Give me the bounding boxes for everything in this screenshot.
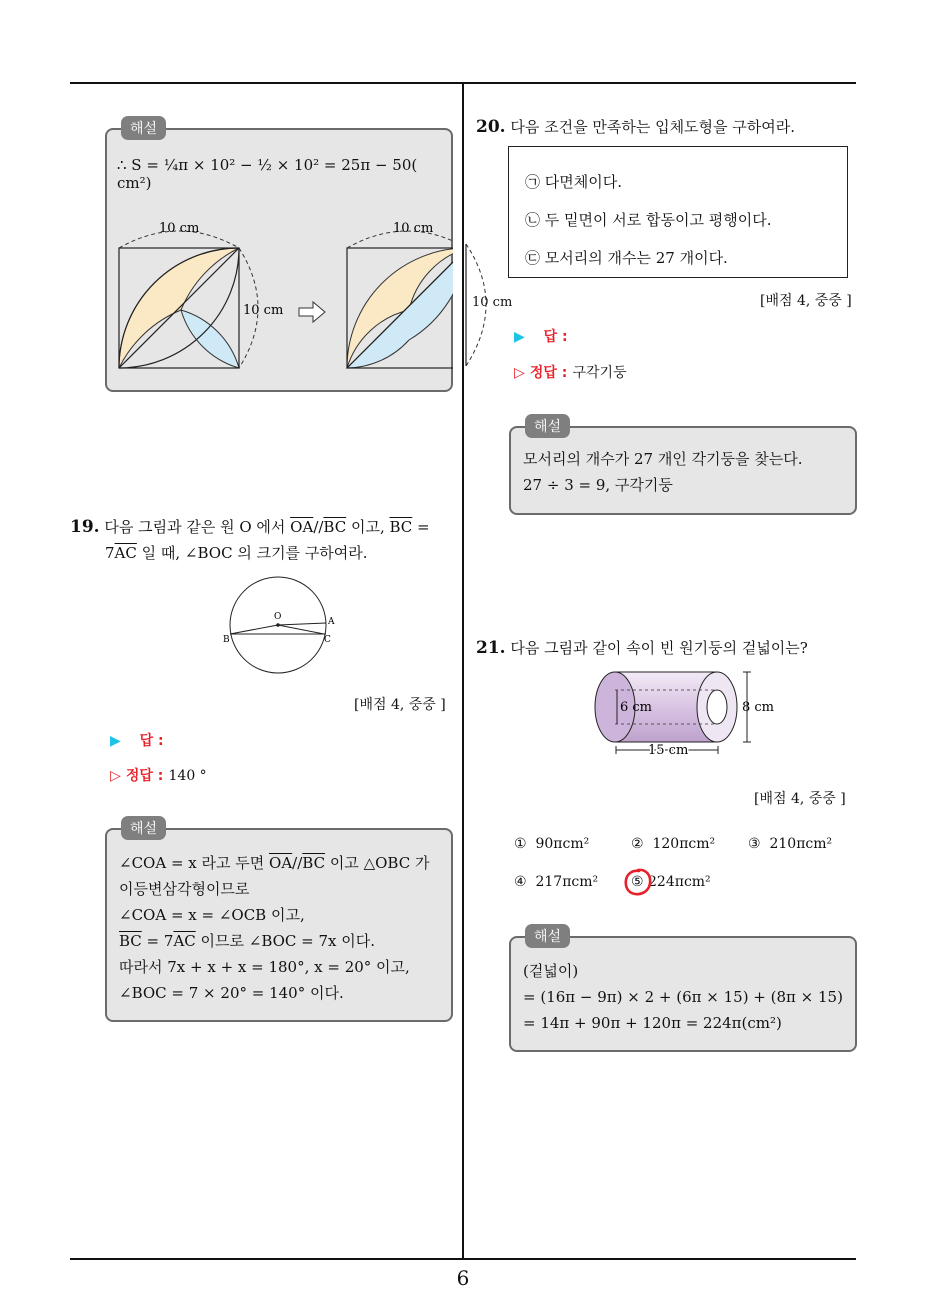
solution-text: (겉넓이) = (16π − 9π) × 2 + (6π × 15) + (8π × 15) = 14π + 90π + 120π = 224π(cm²) <box>523 962 843 1032</box>
label-inner: 6 cm <box>620 700 653 715</box>
outline-triangle-icon: ▷ <box>514 365 525 381</box>
circle-figure <box>220 572 350 682</box>
hollow-cylinder-figure <box>590 668 790 758</box>
answer-label: 답 : <box>139 733 164 749</box>
label-b: B <box>223 635 230 645</box>
solution-tag: 해설 <box>121 816 166 840</box>
dim-right-top: 10 cm <box>393 221 434 236</box>
q19-arc-bc: $\overline{BC}$ <box>389 518 413 536</box>
correct-label: 정답 : <box>529 365 568 381</box>
choice-1[interactable]: ① 90πcm² <box>514 836 590 852</box>
answer-value: 구각기둥 <box>572 365 627 381</box>
q19-text-b: 이고, <box>346 518 390 536</box>
label-a: A <box>328 617 335 627</box>
question-19 <box>70 514 455 566</box>
solution-box-20 <box>509 419 857 515</box>
conditions-box <box>508 146 848 278</box>
q19-answer-prompt <box>110 730 164 750</box>
dim-left-side: 10 cm <box>243 303 284 318</box>
solution-text: ∠COA = x 라고 두면 $\overline{OA}//\overline{BC}$ 이고 △OBC 가 이등변삼각형이므로 ∠COA = x = ∠OCB 이고, $\overline{BC} = 7\overline{AC}$ 이므로 ∠BOC = 7x 이다. 따라서 7x + x + x = 180°, x = 20° 이고, ∠BOC = 7 × 20° = 140° 이다. <box>119 854 430 1002</box>
choice-5[interactable]: ⑤ 224πcm² <box>631 874 711 890</box>
q19-text-c: = <box>412 518 430 536</box>
q19-text-2: 일 때, ∠BOC 의 크기를 구하여라. <box>136 544 368 562</box>
page-number: 6 <box>456 1266 470 1290</box>
q20-score: [배점 4, 중중 ] <box>760 293 852 309</box>
q19-arc-ac: $\overline{AC}$ <box>114 544 137 562</box>
solution-box-18 <box>105 121 453 392</box>
label-c: C <box>324 635 331 645</box>
condition-2: ㉡ 두 밑면이 서로 합동이고 평행이다. <box>525 211 772 229</box>
q19-bc: $\overline{BC}$ <box>323 518 347 536</box>
q21-score: [배점 4, 중중 ] <box>754 791 846 807</box>
right-arrow-icon <box>299 302 325 322</box>
triangle-icon: ▶ <box>110 733 121 749</box>
triangle-icon: ▶ <box>514 329 525 345</box>
q19-correct-answer <box>110 765 207 785</box>
solution-text: 모서리의 개수가 27 개인 각기둥을 찾는다. 27 ÷ 3 = 9, 구각기둥 <box>523 450 803 494</box>
condition-3: ㉢ 모서리의 개수는 27 개이다. <box>525 249 728 267</box>
solution-box-19 <box>105 821 453 1022</box>
condition-1: ㉠ 다면체이다. <box>525 173 622 191</box>
left-figure <box>119 231 258 368</box>
question-number: 19. <box>70 517 100 537</box>
q20-correct-answer <box>514 362 627 382</box>
choice-3[interactable]: ③ 210πcm² <box>748 836 833 852</box>
q20-answer-prompt <box>514 326 568 346</box>
solution-tag: 해설 <box>121 116 166 140</box>
answer-circle-mark <box>622 866 654 898</box>
q20-text: 다음 조건을 만족하는 입체도형을 구하여라. <box>510 118 796 136</box>
label-length: 15 cm <box>648 743 689 758</box>
dim-left-top: 10 cm <box>159 221 200 236</box>
q19-seven: 7 <box>105 544 115 562</box>
question-20 <box>476 116 795 137</box>
label-outer: 8 cm <box>742 700 775 715</box>
answer-label: 답 : <box>543 329 568 345</box>
question-number: 21. <box>476 638 506 658</box>
solution-tag: 해설 <box>525 414 570 438</box>
q19-text: 다음 그림과 같은 원 O 에서 <box>104 518 291 536</box>
q19-score: [배점 4, 중중 ] <box>354 697 446 713</box>
outline-triangle-icon: ▷ <box>110 768 121 784</box>
question-21 <box>476 637 808 658</box>
label-o: O <box>274 612 282 622</box>
dim-right-side: 10 cm <box>472 295 513 310</box>
solution-tag: 해설 <box>525 924 570 948</box>
bottom-rule <box>70 1258 856 1260</box>
q19-parallel: // <box>313 518 324 536</box>
right-figure <box>347 231 453 368</box>
choice-2[interactable]: ② 120πcm² <box>631 836 716 852</box>
choice-4[interactable]: ④ 217πcm² <box>514 874 599 890</box>
solution-formula: ∴ S = ¼π × 10² − ½ × 10² = 25π − 50( cm²) <box>117 156 418 192</box>
q21-text: 다음 그림과 같이 속이 빈 원기둥의 겉넓이는? <box>510 639 808 657</box>
quarter-circle-figure <box>107 208 453 380</box>
correct-label: 정답 : <box>125 768 164 784</box>
q19-oa: $\overline{OA}$ <box>290 518 314 536</box>
solution-box-21 <box>509 929 857 1052</box>
answer-value: 140 ° <box>168 768 207 784</box>
question-number: 20. <box>476 117 506 137</box>
